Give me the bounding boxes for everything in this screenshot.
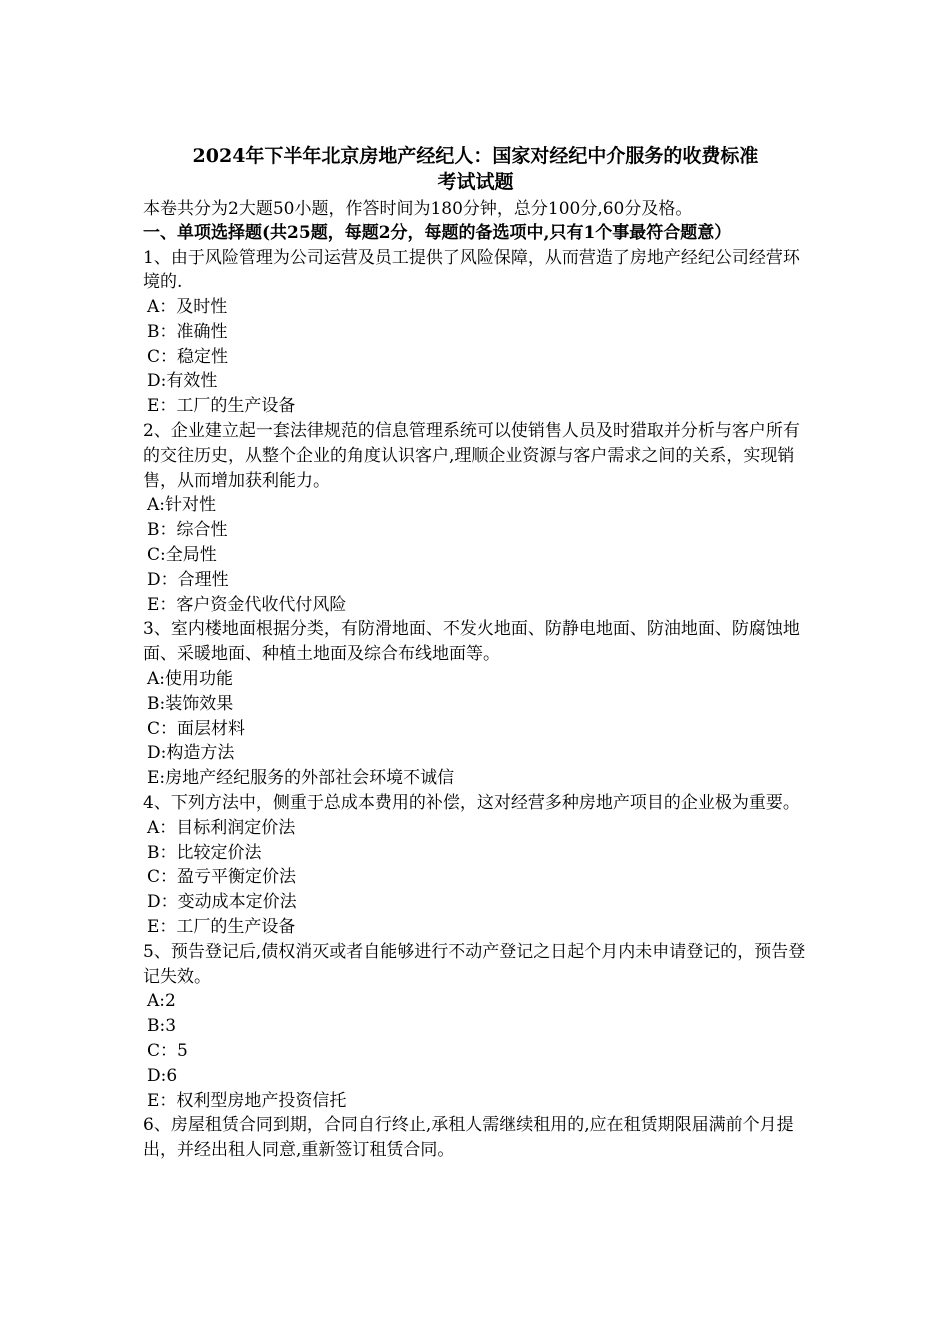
option-b: B：比较定价法 bbox=[147, 842, 262, 863]
question-text: 4、下列方法中，侧重于总成本费用的补偿，这对经营多种房地产项目的企业极为重要。 bbox=[143, 793, 800, 814]
option-b: B：准确性 bbox=[147, 321, 228, 342]
option-a: A：目标利润定价法 bbox=[147, 817, 296, 838]
option-b: B:装饰效果 bbox=[147, 693, 234, 714]
question-block-1 bbox=[143, 246, 808, 420]
section-heading: 一、单项选择题(共25题，每题2分，每题的备选项中,只有1个事最符合题意） bbox=[143, 223, 732, 243]
question-block-6 bbox=[143, 1113, 808, 1163]
question-text: 1、由于风险管理为公司运营及员工提供了风险保障，从而营造了房地产经纪公司经营环境的. bbox=[143, 247, 800, 293]
option-a: A：及时性 bbox=[147, 297, 228, 318]
option-c: C：5 bbox=[147, 1041, 188, 1061]
exam-intro: 本卷共分为2大题50小题，作答时间为180分钟，总分100分,60分及格。 bbox=[143, 199, 693, 219]
document-page bbox=[143, 143, 808, 1163]
document-title bbox=[143, 143, 808, 195]
option-b: B：综合性 bbox=[147, 520, 228, 541]
option-d: D：合理性 bbox=[147, 569, 229, 590]
option-c: C：稳定性 bbox=[147, 346, 229, 367]
option-c: C：盈亏平衡定价法 bbox=[147, 867, 297, 888]
option-b: B:3 bbox=[147, 1016, 177, 1037]
document-title-line2: 考试试题 bbox=[437, 171, 514, 193]
option-e: E:房地产经纪服务的外部社会环境不诚信 bbox=[147, 768, 455, 789]
question-block-3 bbox=[143, 617, 808, 791]
option-d: D：变动成本定价法 bbox=[147, 892, 297, 913]
option-e: E：工厂的生产设备 bbox=[147, 396, 296, 417]
option-e: E：权利型房地产投资信托 bbox=[147, 1090, 347, 1111]
question-text: 3、室内楼地面根据分类，有防滑地面、不发火地面、防静电地面、防油地面、防腐蚀地面、采暖地面、种植土地面及综合布线地面等。 bbox=[143, 619, 800, 665]
question-text: 6、房屋租赁合同到期，合同自行终止,承租人需继续租用的,应在租赁期限届满前个月提出，并经出租人同意,重新签订租赁合同。 bbox=[143, 1115, 794, 1161]
option-d: D:构造方法 bbox=[147, 743, 235, 764]
question-block-2 bbox=[143, 419, 808, 617]
option-a: A:使用功能 bbox=[147, 669, 234, 690]
option-c: C:全局性 bbox=[147, 545, 217, 566]
option-e: E：客户资金代收代付风险 bbox=[147, 594, 347, 615]
question-block-4 bbox=[143, 791, 808, 940]
option-e: E：工厂的生产设备 bbox=[147, 917, 296, 938]
option-d: D:6 bbox=[147, 1065, 178, 1086]
option-c: C：面层材料 bbox=[147, 718, 246, 739]
option-a: A:针对性 bbox=[147, 495, 217, 516]
question-text: 5、预告登记后,债权消灭或者自能够进行不动产登记之日起个月内未申请登记的，预告登记失效。 bbox=[143, 941, 806, 987]
document-title-line1: 2024年下半年北京房地产经纪人：国家对经纪中介服务的收费标准 bbox=[192, 145, 759, 167]
option-a: A:2 bbox=[147, 991, 176, 1012]
question-text: 2、企业建立起一套法律规范的信息管理系统可以使销售人员及时猎取并分析与客户所有的交往历史，从整个企业的角度认识客户,理顺企业资源与客户需求之间的关系，实现销售，从而增加获利能力。 bbox=[143, 421, 800, 491]
option-d: D:有效性 bbox=[147, 371, 218, 392]
question-block-5 bbox=[143, 940, 808, 1114]
